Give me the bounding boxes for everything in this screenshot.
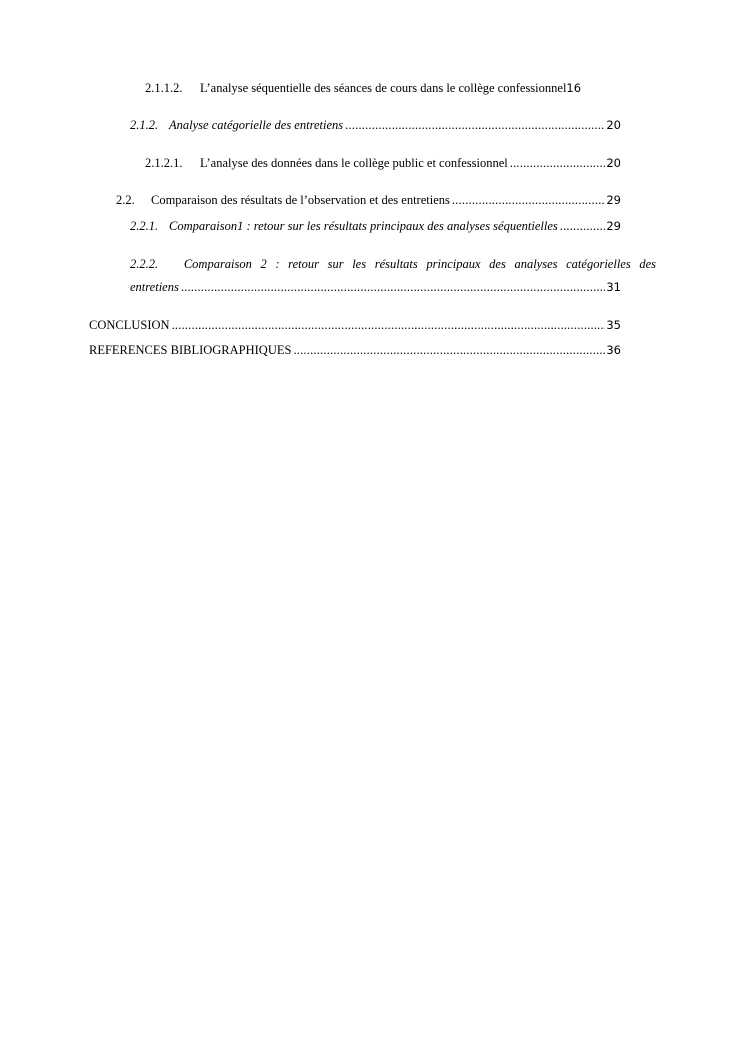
toc-entry-number: 2.2.2. — [130, 257, 159, 271]
toc-entry-title: REFERENCES BIBLIOGRAPHIQUES — [89, 343, 292, 357]
dot-leader — [293, 342, 605, 358]
toc-entry-page: 29 — [606, 219, 621, 233]
toc-entry-page: 29 — [606, 193, 621, 207]
toc-entry-first-line — [130, 256, 656, 272]
toc-entry-page: 31 — [606, 280, 621, 294]
toc-entry-page: 36 — [606, 343, 621, 357]
toc-entry-page: 20 — [606, 118, 621, 132]
dot-leader — [510, 155, 606, 171]
toc-entry-number: 2.1.1.2. — [145, 81, 183, 95]
toc-entry-number: 2.1.2.1. — [145, 156, 183, 170]
dot-leader — [345, 117, 605, 133]
toc-entry-2-2-1[interactable] — [130, 218, 621, 234]
toc-entry-title: Comparaison des résultats de l’observation et des entretiens — [151, 193, 450, 207]
toc-entry-2-1-1-2[interactable] — [145, 80, 581, 96]
toc-entry-2-1-2-1[interactable] — [145, 155, 621, 171]
toc-entry-2-2-2[interactable] — [130, 256, 656, 272]
dot-leader — [181, 279, 606, 295]
toc-entry-title: Comparaison 2 : retour sur les résultats principaux des analyses catégorielles des — [183, 257, 656, 271]
toc-entry-title: Analyse catégorielle des entretiens — [169, 118, 344, 132]
toc-entry-2-2-2-cont[interactable] — [130, 279, 621, 295]
toc-entry-2-2[interactable] — [116, 192, 621, 208]
toc-entry-2-1-2[interactable] — [130, 117, 621, 133]
toc-entry-page: 16 — [566, 81, 582, 95]
dot-leader — [452, 192, 605, 208]
dot-leader — [560, 218, 606, 234]
toc-entry-title: CONCLUSION — [89, 318, 170, 332]
toc-entry-title: L’analyse des données dans le collège public et confessionnel — [200, 156, 508, 170]
toc-entry-number: 2.2.1. — [130, 219, 159, 233]
toc-entry-number: 2.1.2. — [130, 118, 159, 132]
toc-entry-conclusion[interactable] — [89, 317, 621, 333]
toc-entry-number: 2.2. — [116, 193, 135, 207]
toc-entry-title-cont: entretiens — [130, 280, 179, 294]
toc-entry-page: 20 — [606, 156, 621, 170]
dot-leader — [172, 317, 606, 333]
toc-entry-page: 35 — [606, 318, 621, 332]
toc-entry-title: Comparaison1 : retour sur les résultats principaux des analyses séquentielles — [169, 219, 558, 233]
toc-entry-title: L’analyse séquentielle des séances de cours dans le collège confessionnel — [200, 81, 567, 95]
toc-entry-references[interactable] — [89, 342, 621, 358]
